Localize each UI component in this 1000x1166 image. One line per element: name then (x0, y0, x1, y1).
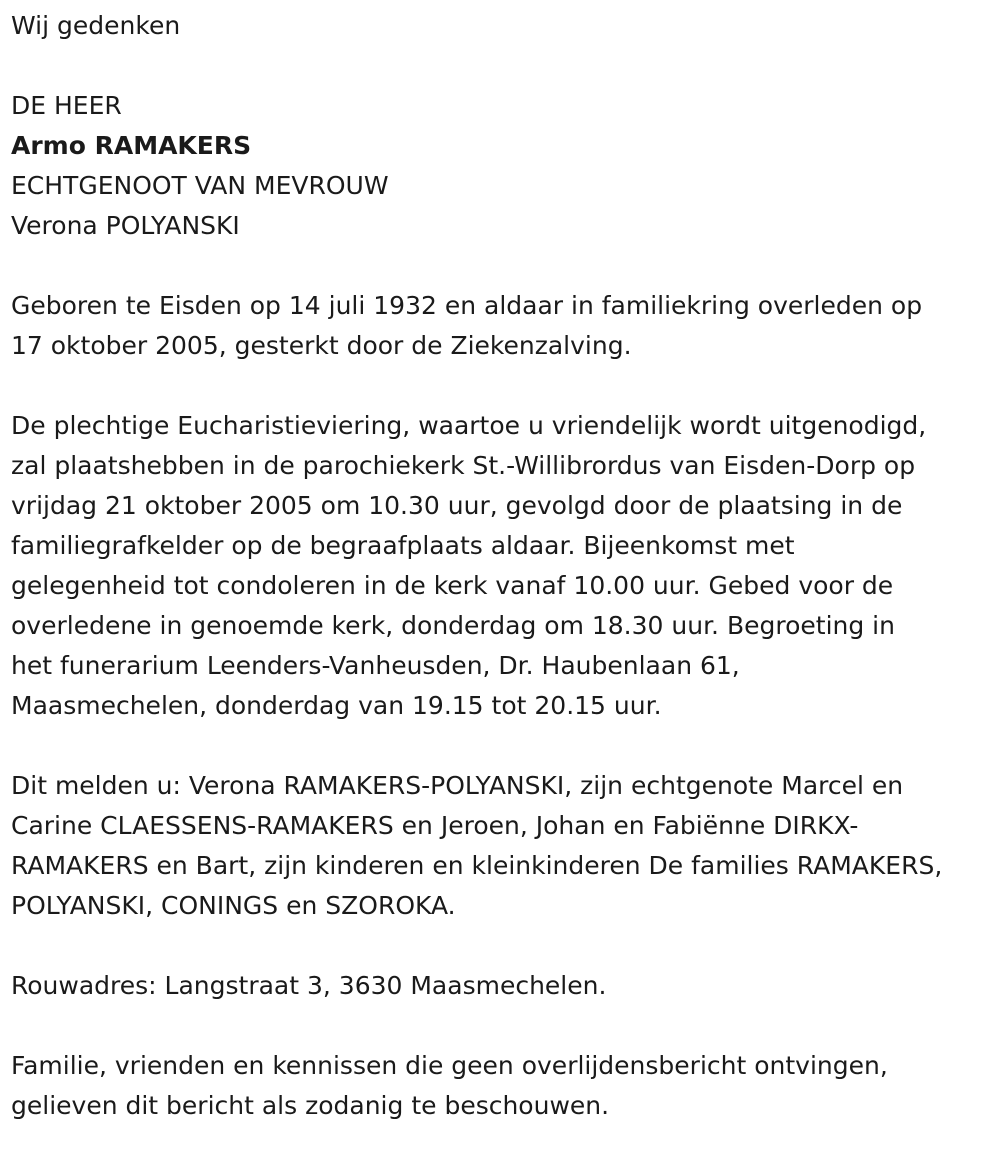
paragraph-line: overledene in genoemde kerk, donderdag om 18.30 uur. Begroeting in (11, 611, 895, 640)
spacer (11, 926, 991, 966)
ceremony-paragraph (11, 406, 991, 726)
spacer (11, 726, 991, 766)
paragraph-line: Geboren te Eisden op 14 juli 1932 en aldaar in familiekring overleden op (11, 291, 923, 320)
death-notice (11, 6, 991, 1126)
intro-text: Wij gedenken (11, 11, 181, 40)
paragraph-line: familiegrafkelder op de begraafplaats aldaar. Bijeenkomst met (11, 531, 795, 560)
paragraph-line: gelieven dit bericht als zodanig te beschouwen. (11, 1091, 610, 1120)
paragraph-line: De plechtige Eucharistieviering, waartoe u vriendelijk wordt uitgenodigd, (11, 411, 927, 440)
salutation: DE HEER (11, 91, 122, 120)
paragraph-line: gelegenheid tot condoleren in de kerk vanaf 10.00 uur. Gebed voor de (11, 571, 894, 600)
paragraph-line: 17 oktober 2005, gesterkt door de Ziekenzalving. (11, 331, 632, 360)
paragraph-line: Carine CLAESSENS-RAMAKERS en Jeroen, Johan en Fabiënne DIRKX- (11, 811, 859, 840)
deceased-name: Armo RAMAKERS (11, 131, 252, 160)
spouse-title: ECHTGENOOT VAN MEVROUW (11, 171, 389, 200)
paragraph-line: POLYANSKI, CONINGS en SZOROKA. (11, 891, 456, 920)
paragraph-line: Familie, vrienden en kennissen die geen overlijdensbericht ontvingen, (11, 1051, 888, 1080)
spouse-name: Verona POLYANSKI (11, 211, 240, 240)
paragraph-line: vrijdag 21 oktober 2005 om 10.30 uur, gevolgd door de plaatsing in de (11, 491, 903, 520)
paragraph-line: zal plaatshebben in de parochiekerk St.-Willibrordus van Eisden-Dorp op (11, 451, 916, 480)
birth-death-paragraph (11, 286, 991, 366)
closing-paragraph (11, 1046, 991, 1126)
spacer (11, 366, 991, 406)
paragraph-line: Maasmechelen, donderdag van 19.15 tot 20.15 uur. (11, 691, 662, 720)
spacer (11, 46, 991, 86)
spacer (11, 1006, 991, 1046)
announced-by-paragraph (11, 766, 991, 926)
spacer (11, 246, 991, 286)
paragraph-line: RAMAKERS en Bart, zijn kinderen en kleinkinderen De families RAMAKERS, (11, 851, 943, 880)
mourning-address: Rouwadres: Langstraat 3, 3630 Maasmechelen. (11, 971, 607, 1000)
paragraph-line: het funerarium Leenders-Vanheusden, Dr. Haubenlaan 61, (11, 651, 740, 680)
paragraph-line: Dit melden u: Verona RAMAKERS-POLYANSKI, zijn echtgenote Marcel en (11, 771, 904, 800)
